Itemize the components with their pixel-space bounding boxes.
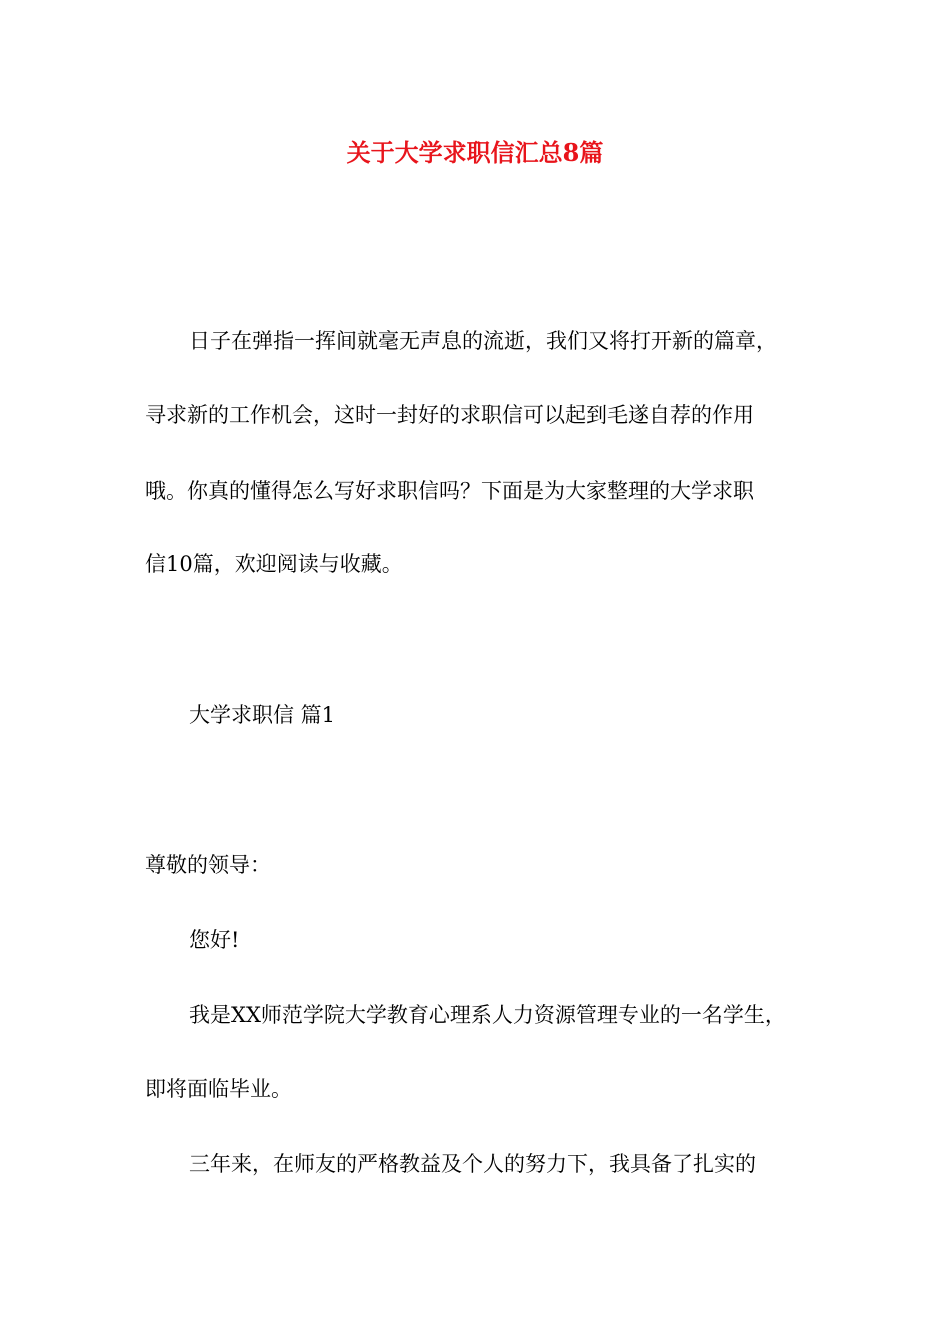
intro-line-1: 日子在弹指一挥间就毫无声息的流逝，我们又将打开新的篇章， xyxy=(189,329,777,353)
section-heading: 大学求职信 篇1 xyxy=(189,703,336,727)
greeting: 您好! xyxy=(189,928,240,952)
body-line-1: 我是XX师范学院大学教育心理系人力资源管理专业的一名学生， xyxy=(189,1003,786,1027)
body-line-2: 即将面临毕业。 xyxy=(145,1077,292,1101)
intro-line-4: 信10篇，欢迎阅读与收藏。 xyxy=(145,552,403,576)
intro-line-2: 寻求新的工作机会，这时一封好的求职信可以起到毛遂自荐的作用 xyxy=(145,403,754,427)
body-line-3: 三年来，在师友的严格教益及个人的努力下，我具备了扎实的 xyxy=(189,1152,756,1176)
document-title: 关于大学求职信汇总8篇 xyxy=(346,138,604,167)
salutation: 尊敬的领导： xyxy=(145,853,271,877)
intro-line-3: 哦。你真的懂得怎么写好求职信吗？下面是为大家整理的大学求职 xyxy=(145,479,754,503)
